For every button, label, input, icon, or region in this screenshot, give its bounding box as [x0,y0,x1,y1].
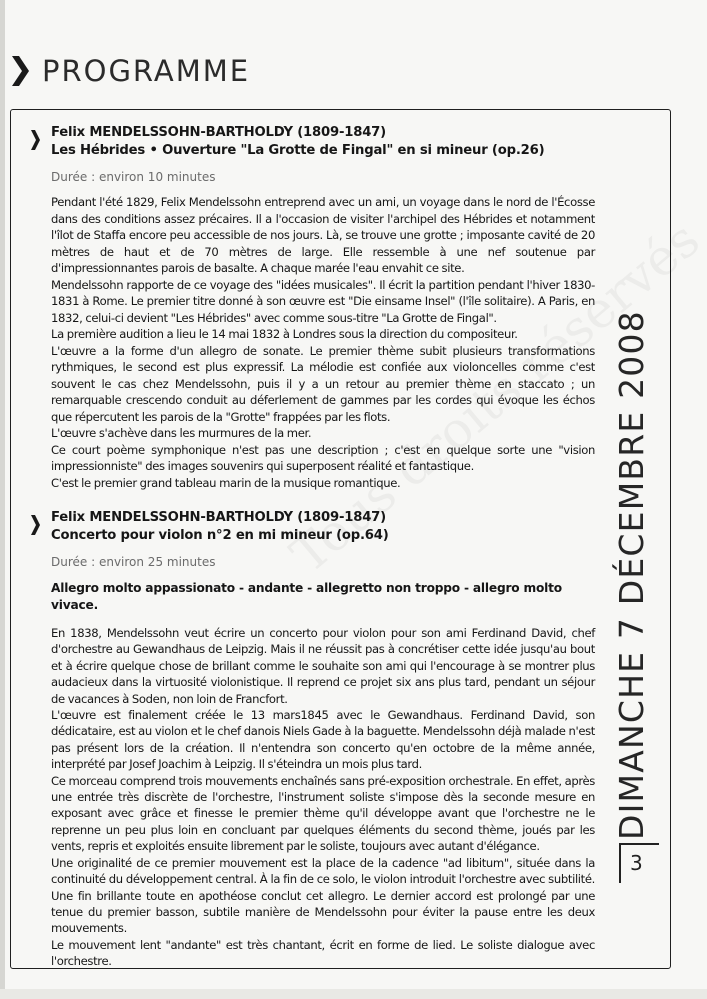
program-notes [51,625,595,970]
date-sidebar [607,310,657,840]
paragraph: Le mouvement lent "andante" est très chantant, écrit en forme de lied. Le soliste dialogue avec l'orchestre. [51,937,595,969]
paragraph: Ce court poème symphonique n'est pas une description ; c'est en quelque sorte une "vision impressionniste" des images souvenirs qui superposent réalité et fantastique. [51,442,595,473]
paragraph: C'est le premier grand tableau marin de la musique romantique. [51,475,401,490]
chevron-right-icon [30,514,41,536]
composer-name: Felix MENDELSSOHN-BARTHOLDY (1809-1847) [51,125,386,140]
programme-content [51,124,595,970]
paragraph: L'œuvre est finalement créée le 13 mars1845 avec le Gewandhaus. Ferdinand David, son dédicataire, est au violon et le chef danois Niels Gade à la baguette. Mendelssohn déjà malade n'est pas présent lors de la création. Il n'entendra son concerto qu'en octobre de la même année, interprété par Josef Joachim à Leipzig. Il s'éteindra un mois plus tard. [51,708,595,772]
programme-item-hebrides [51,124,595,491]
programme-header [10,54,250,88]
paragraph: En 1838, Mendelssohn veut écrire un concerto pour violon pour son ami Ferdinand David, chef d'orchestre au Gewandhaus de Leipzig. Mais il ne réussit pas à concrétiser cette idée jusqu'au bout et à écrire quelque chose de brillant comme le souhaite son ami qui l'encourage à se montrer plus audacieux dans la virtuosité violonistique. Il reprend ce projet six ans plus tard, pendant un séjour de vacances à Soden, non loin de Francfort. [51,626,595,706]
page-number: 3 [630,851,643,875]
paragraph: L'œuvre s'achève dans les murmures de la mer. [51,426,312,440]
paragraph: L'œuvre a la forme d'un allegro de sonate. Le premier thème subit plusieurs transformations rythmiques, le second est plus expressif. La mélodie est confiée aux violoncelles comme c'est souvent le cas chez Mendelssohn, puis il y a un retour au premier thème en staccato ; un remarquable crescendo conduit au déferlement de gammes par les cordes qui évoque les échos que répercutent les parois de la "Grotte" frappées par les flots. [51,343,595,424]
paragraph: Ce morceau comprend trois mouvements enchaînés sans pré-exposition orchestrale. En effet, après une entrée très discrète de l'orchestre, l'instrument soliste s'impose dès la seconde mesure en exposant avec grâce et finesse le premier thème qu'il développe avant que l'orchestre ne le reprenne un peu plus loin en concluant par quelques éléments du second thème, joués par les vents, repris et exploités ensuite librement par le soliste, toujours avec autant d'élégance. [51,773,595,854]
chevron-right-icon [10,54,30,88]
paragraph: Mendelssohn rapporte de ce voyage des "idées musicales". Il écrit la partition pendant l'hiver 1830-1831 à Rome. Le premier titre donné à son œuvre est "Die einsame Insel" (l'île solitaire). A Paris, en 1832, celui-ci devient "Les Hébrides" avec comme sous-titre "La Grotte de Fingal". [51,277,595,325]
duration: Durée : environ 25 minutes [51,555,216,569]
programme-item-violin-concerto [51,509,595,970]
program-notes [51,194,595,491]
paragraph: La première audition a lieu le 14 mai 1832 à Londres sous la direction du compositeur. [51,327,518,341]
divider [619,843,621,883]
paragraph: Pendant l'été 1829, Felix Mendelssohn entreprend avec un ami, un voyage dans le nord de l'Écosse dans des conditions assez précaires. Il a l'occasion de visiter l'archipel des Hébrides et notamment l'îlot de Staffa encore peu accessible de nos jours. Là, se trouve une grotte ; imposante cavité de 20 mètres de haut et de 70 mètres de large. Elle ressemble à une nef soutenue par d'impressionnantes parois de basalte. A chaque marée l'eau envahit ce site. [51,195,595,275]
page-edge [0,0,5,999]
divider [619,843,659,845]
movements-list: Allegro molto appassionato - andante - allegretto non troppo - allegro molto vivace. [51,581,562,612]
duration: Durée : environ 10 minutes [51,170,216,184]
work-title: Concerto pour violon n°2 en mi mineur (op.64) [51,528,389,543]
work-title: Les Hébrides • Ouverture "La Grotte de Fingal" en si mineur (op.26) [51,143,545,158]
chevron-right-icon [30,129,41,151]
paragraph: Une originalité de ce premier mouvement est la place de la cadence "ad libitum", située dans la continuité du développement central. À la fin de ce solo, le violon introduit l'orchestre avec subtilité. Une fin brillante toute en apothéose conclut cet allegro. Le dernier accord est prolongé par une tenue du premier basson, subtile manière de Mendelssohn pour éviter la pause entre les deux mouvements. [51,855,595,936]
composer-name: Felix MENDELSSOHN-BARTHOLDY (1809-1847) [51,510,386,525]
page-title: PROGRAMME [42,54,251,88]
concert-date: DIMANCHE 7 DÉCEMBRE 2008 [612,310,651,840]
page-bottom-edge [0,989,707,999]
